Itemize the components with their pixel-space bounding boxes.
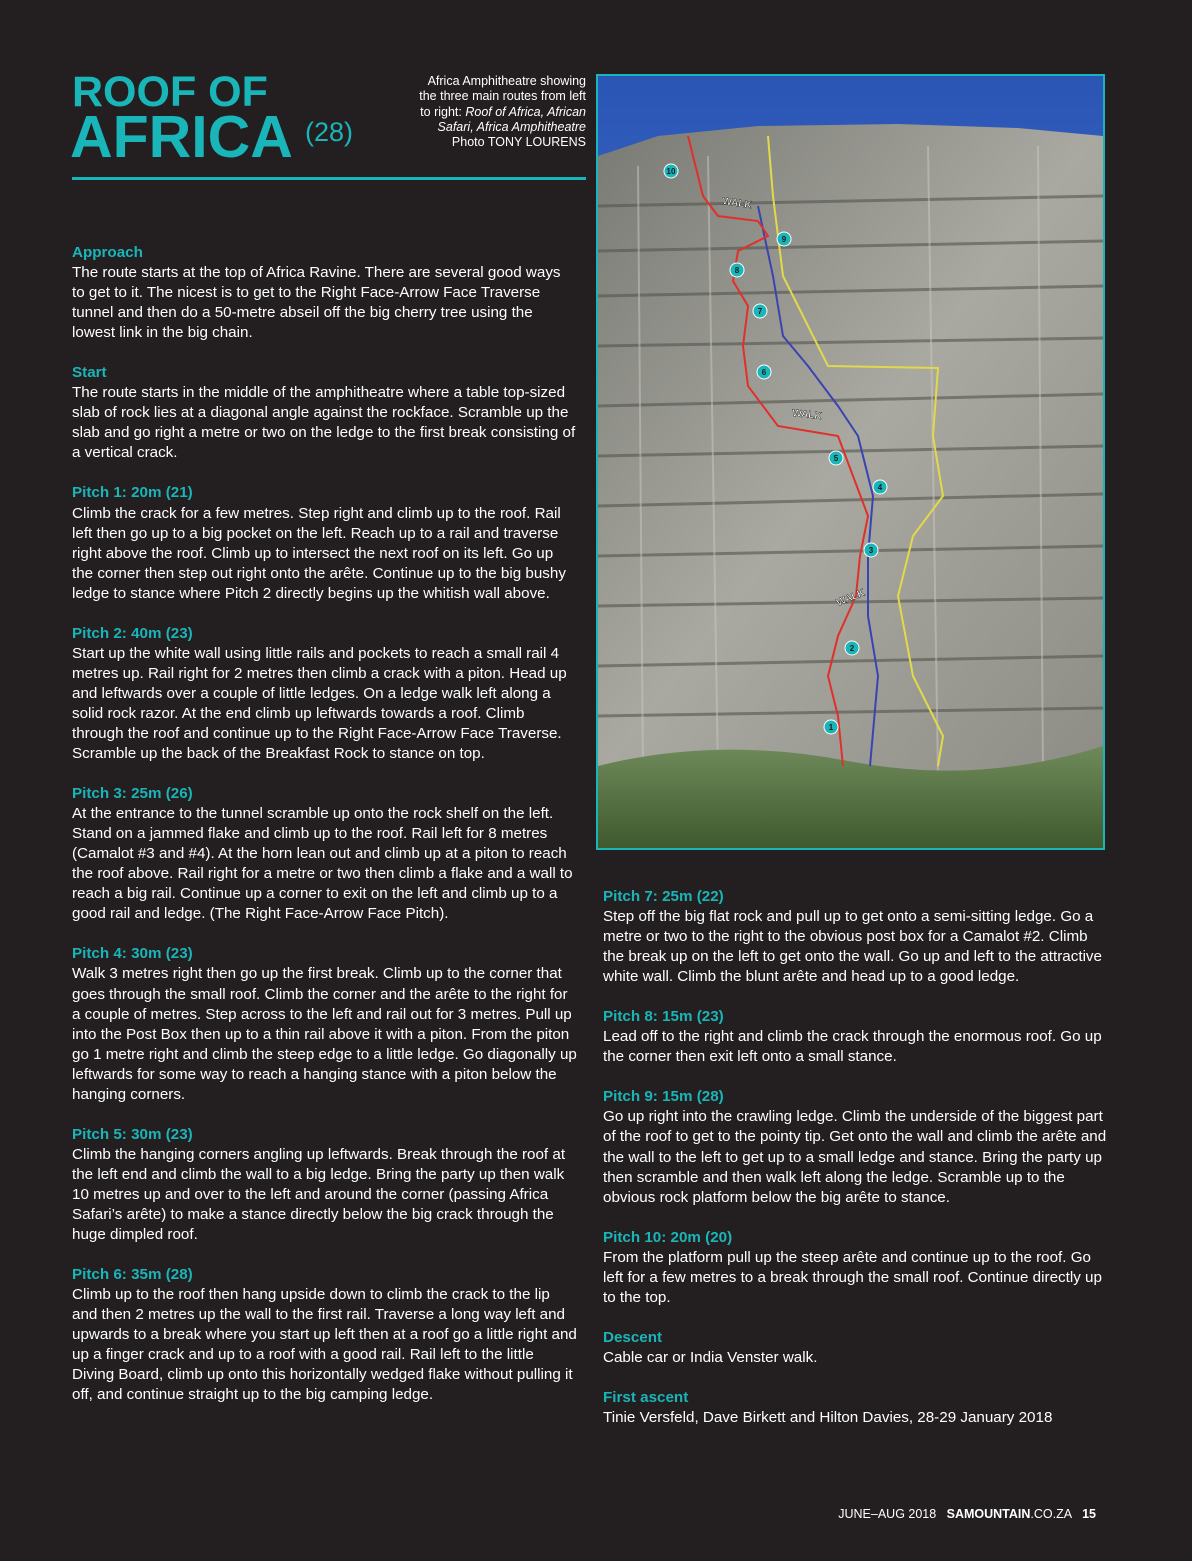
section-heading: Start [72, 364, 107, 382]
caption-text: to right: [420, 104, 466, 119]
pitch-marker: 1 [828, 723, 834, 732]
walk-label: WALK [721, 196, 753, 212]
pitch-marker: 9 [781, 235, 787, 244]
caption-line: the three main routes from left [419, 89, 586, 104]
section-pitch-10 [603, 1228, 1108, 1308]
section-body: Lead off to the right and climb the crack through the enormous roof. Go up the corner then exit left onto a small stance. [603, 1028, 1102, 1066]
section-pitch-8 [603, 1007, 1108, 1067]
section-approach [72, 243, 577, 343]
section-pitch-3 [72, 784, 577, 924]
pitch-marker: 6 [761, 368, 767, 377]
caption-route-names: Safari, Africa Amphitheatre [437, 119, 586, 134]
section-descent [603, 1328, 1108, 1368]
route-grade: (28) [305, 117, 354, 147]
photo-credit: Photo TONY LOURENS [451, 135, 586, 150]
section-heading: Pitch 6: 35m (28) [72, 1266, 193, 1284]
caption-line [380, 105, 586, 120]
section-pitch-9 [603, 1087, 1108, 1207]
walk-label: WALK [835, 587, 867, 609]
caption-line: Africa Amphitheatre showing [427, 74, 586, 88]
caption-route-names: Roof of Africa, African [465, 104, 586, 119]
section-pitch-6 [72, 1265, 577, 1405]
section-body: Start up the white wall using little rails and pockets to reach a small rail 4 metres up. Rail right for 2 metres then climb a crack with a piton. Head up and leftwards over a couple of little ledges. On a ledge walk left along a solid rock razor. At the end climb up leftwards towards a roof. Climb through the roof and continue up to the Right Face-Arrow Face Traverse. Scramble up the back of the Breakfast Rock to stance on top. [72, 644, 567, 763]
photo-caption [380, 74, 586, 150]
section-heading: Pitch 1: 20m (21) [72, 484, 193, 502]
section-body: Climb up to the roof then hang upside down to climb the crack to the lip and then 2 metres up the wall to the first rail. Traverse a long way left and upwards to a break where you start up left then at a roof go a little right and up a finger crack and up to a roof with a good rail. Rail left to the little Diving Board, climb up onto this horizontally wedged flake without pulling it off, and continue straight up to the big camping ledge. [72, 1286, 577, 1404]
page-footer [838, 1506, 1096, 1522]
section-body: Step off the big flat rock and pull up to get onto a semi-sitting ledge. Go a metre or two to the right to the obvious post box for a Camalot #2. Climb the break up on the left to get onto the wall. Go up and left to the attractive white wall. Climb the blunt arête and head up to a good ledge. [603, 908, 1102, 986]
section-heading: Pitch 3: 25m (26) [72, 785, 193, 803]
pitch-marker: 4 [877, 483, 883, 492]
section-heading: Pitch 8: 15m (23) [603, 1008, 724, 1026]
section-heading: Pitch 5: 30m (23) [72, 1125, 193, 1143]
issue-date: JUNE–AUG 2018 [838, 1507, 937, 1521]
section-pitch-4 [72, 944, 577, 1104]
section-heading: Pitch 9: 15m (28) [603, 1088, 724, 1106]
section-body: Tinie Versfeld, Dave Birkett and Hilton Davies, 28-29 January 2018 [603, 1408, 1053, 1426]
pitch-marker: 3 [868, 546, 874, 555]
route-topo-photo [596, 74, 1105, 850]
page-number: 15 [1082, 1507, 1096, 1521]
section-body: Walk 3 metres right then go up the first break. Climb up to the corner that goes through the small roof. Climb the corner and the arête to the right for a couple of metres. Step across to the left and rail out for 3 metres. Pull up into the Post Box then up to a thin rail above it with a piton. From the piton go 1 metre right and climb the steep edge to a little ledge. Go diagonally up leftwards for some way to reach a hanging stance with a piton below the hanging corners. [72, 965, 577, 1103]
section-pitch-1 [72, 483, 577, 603]
section-body: Cable car or India Venster walk. [603, 1348, 818, 1366]
section-pitch-2 [72, 624, 577, 764]
section-heading: Approach [72, 244, 143, 261]
title-line-1: ROOF OF [72, 68, 268, 116]
section-heading: Pitch 2: 40m (23) [72, 624, 193, 642]
section-heading: Pitch 10: 20m (20) [603, 1228, 733, 1246]
walk-label: WALK [791, 408, 823, 423]
text-column-right [603, 887, 1108, 1448]
section-start [72, 363, 577, 463]
pitch-marker: 10 [666, 167, 676, 176]
section-first-ascent [603, 1388, 1108, 1428]
section-body: The route starts at the top of Africa Ravine. There are several good ways to get to it. The nicest is to get to the Right Face-Arrow Face Traverse tunnel and then do a 50-metre abseil off the big cherry tree using the lowest link in the big chain. [72, 264, 561, 342]
pitch-marker: 8 [734, 266, 740, 275]
pitch-marker: 5 [833, 454, 839, 463]
section-pitch-7 [603, 887, 1108, 987]
caption-line [380, 120, 586, 135]
pitch-marker: 7 [757, 307, 763, 316]
title-underline [72, 177, 586, 180]
section-body: Go up right into the crawling ledge. Climb the underside of the biggest part of the roof to get to the pointy tip. Get onto the wall and climb the arête and the wall to the left to get up to a small ledge and stance. Bring the party up then scramble and then walk left along the ledge. Scramble up to the obvious rock platform below the big arête to stance. [603, 1108, 1107, 1206]
section-heading: Pitch 7: 25m (22) [603, 888, 724, 905]
section-body: Climb the crack for a few metres. Step right and climb up to the roof. Rail left then go up to a big pocket on the left. Reach up to a rail and traverse right above the roof. Climb up to intersect the next roof on its left. Go up the corner then step out right onto the arête. Continue up to the big bushy ledge to stance where Pitch 2 directly begins up the whitish wall above. [72, 504, 566, 602]
topo-image [598, 76, 1103, 848]
section-body: From the platform pull up the steep arête and continue up to the roof. Go left for a few metres to a break through the small roof. Continue directly up to the top. [603, 1248, 1102, 1306]
section-body: The route starts in the middle of the amphitheatre where a table top-sized slab of rock lies at a diagonal angle against the rockface. Scramble up the slab and go right a metre or two on the ledge to the first break consisting of a vertical crack. [72, 384, 576, 462]
text-column-left [72, 243, 577, 1425]
section-body: Climb the hanging corners angling up leftwards. Break through the roof at the left end and climb the wall to a big ledge. Bring the party up then walk 10 metres up and over to the left and around the corner (passing Africa Safari’s arête) to make a stance directly below the big crack through the huge dimpled roof. [72, 1145, 566, 1244]
pitch-marker: 2 [849, 644, 855, 653]
title-line-2: AFRICA [70, 104, 293, 170]
section-pitch-5 [72, 1125, 577, 1245]
site-name: SAMOUNTAIN [946, 1507, 1031, 1521]
site-domain: .CO.ZA [1030, 1507, 1073, 1521]
section-heading: Pitch 4: 30m (23) [72, 945, 193, 963]
section-heading: First ascent [603, 1388, 689, 1406]
section-heading: Descent [603, 1328, 663, 1346]
section-body: At the entrance to the tunnel scramble up onto the rock shelf on the left. Stand on a jammed flake and climb up to the roof. Rail left for 8 metres (Camalot #3 and #4). At the horn lean out and climb up at a piton to reach the roof above. Rail right for a metre or two then climb a flake and a wall to reach a big rail. Continue up a corner to exit on the left and climb up to a good rail and ledge. (The Right Face-Arrow Face Pitch). [72, 805, 573, 923]
